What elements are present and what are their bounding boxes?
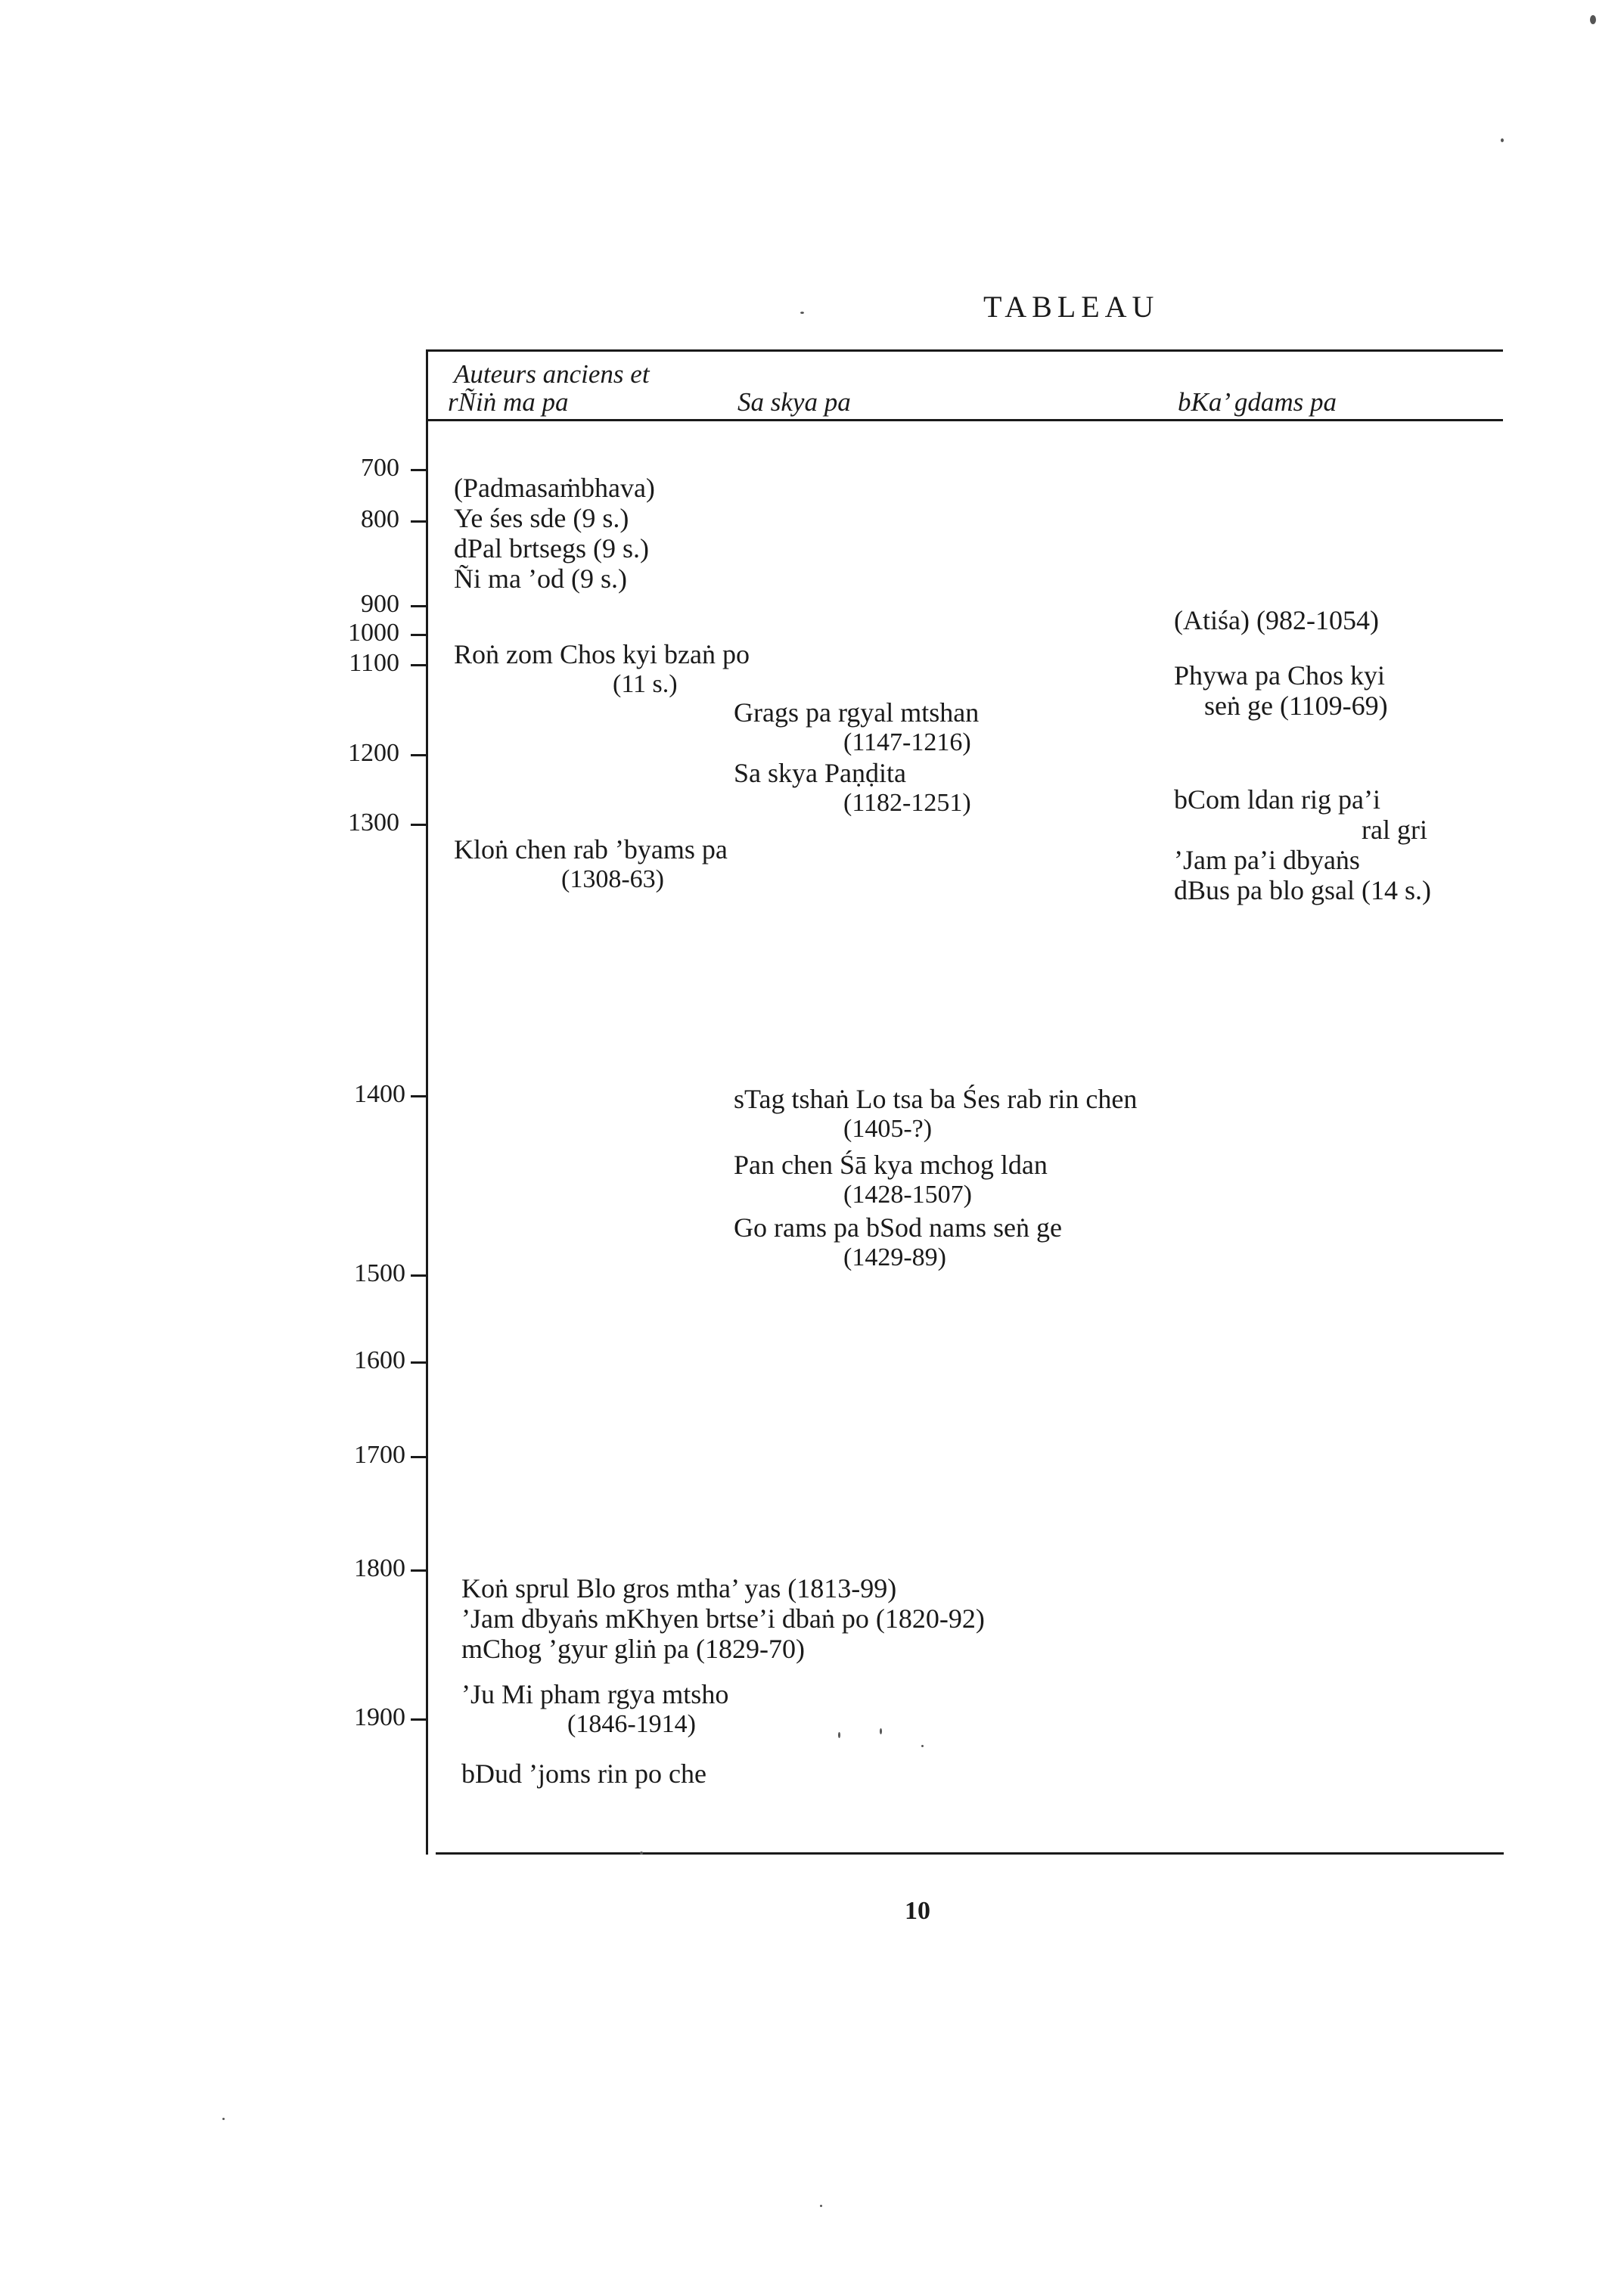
axis-label-1300: 1300 (348, 809, 399, 837)
axis-label-1800: 1800 (354, 1554, 405, 1582)
col1-entry: Roṅ zom Chos kyi bzaṅ po (454, 639, 750, 669)
col3-entry: Phywa pa Chos kyi (1174, 660, 1385, 691)
col1-entry: mChog ’gyur gliṅ pa (1829-70) (461, 1634, 805, 1664)
col2-date: (1147-1216) (843, 728, 971, 756)
axis-label-1500: 1500 (354, 1259, 405, 1287)
axis-label-1000: 1000 (348, 619, 399, 647)
axis-label-900: 900 (361, 590, 399, 618)
table-top-rule (426, 349, 1503, 352)
axis-tick (411, 754, 426, 756)
axis-tick (411, 1274, 426, 1277)
table-left-rule (426, 349, 428, 1855)
col1-date: (1308-63) (561, 865, 664, 893)
header-col1-line2: rÑiṅ ma pa (448, 387, 569, 417)
col1-entry: (Padmasaṁbhava) (454, 473, 655, 503)
header-col1-line1: Auteurs anciens et (454, 359, 650, 389)
axis-tick (411, 469, 426, 471)
col3-entry: seṅ ge (1109-69) (1204, 691, 1388, 721)
col3-entry: ’Jam pa’i dbyaṅs (1174, 845, 1360, 875)
page-title: TABLEAU (983, 290, 1160, 324)
col2-date: (1429-89) (843, 1243, 946, 1271)
scan-speck (1590, 15, 1596, 24)
col1-entry: Ye śes sde (9 s.) (454, 503, 629, 533)
axis-tick (411, 664, 426, 666)
axis-tick (411, 1456, 426, 1458)
col2-entry: Sa skya Paṇḍita (734, 758, 906, 788)
col3-entry: bCom ldan rig pa’i (1174, 784, 1380, 815)
axis-tick (411, 520, 426, 523)
axis-tick (411, 1718, 426, 1721)
scan-speck (880, 1728, 882, 1734)
scan-speck (640, 1852, 643, 1855)
col1-entry: ’Jam dbyaṅs mKhyen brtse’i dbaṅ po (1820-92) (461, 1603, 985, 1634)
page-number: 10 (905, 1897, 930, 1925)
col2-entry: Go rams pa bSod nams seṅ ge (734, 1212, 1062, 1243)
axis-label-800: 800 (361, 505, 399, 533)
axis-label-1200: 1200 (348, 739, 399, 767)
scan-speck (1501, 138, 1504, 142)
col1-date: (1846-1914) (567, 1710, 696, 1738)
col2-entry: Pan chen Śā kya mchog ldan (734, 1150, 1048, 1180)
axis-tick (411, 1361, 426, 1364)
header-col3: bKa’ gdams pa (1178, 387, 1337, 417)
scan-speck (921, 1745, 924, 1747)
axis-label-1400: 1400 (354, 1080, 405, 1108)
table-bottom-rule (436, 1852, 1504, 1855)
scan-speck (838, 1732, 840, 1738)
scan-speck (222, 2118, 225, 2120)
col1-entry: bDud ’joms rin po che (461, 1759, 706, 1789)
col1-date: (11 s.) (613, 670, 678, 698)
col2-date: (1428-1507) (843, 1181, 972, 1209)
axis-tick (411, 824, 426, 826)
axis-tick (411, 634, 426, 636)
col2-entry: Grags pa rgyal mtshan (734, 697, 980, 728)
col1-entry: dPal brtsegs (9 s.) (454, 533, 649, 563)
axis-label-1700: 1700 (354, 1441, 405, 1469)
axis-label-700: 700 (361, 454, 399, 482)
col1-entry: Koṅ sprul Blo gros mtha’ yas (1813-99) (461, 1573, 897, 1603)
axis-tick (411, 1569, 426, 1572)
col3-entry: dBus pa blo gsal (14 s.) (1174, 875, 1431, 905)
col1-entry: Kloṅ chen rab ’byams pa (454, 834, 728, 865)
header-bottom-rule (426, 419, 1503, 421)
col1-entry: Ñi ma ’od (9 s.) (454, 563, 627, 594)
axis-label-1900: 1900 (354, 1703, 405, 1731)
col2-date: (1405-?) (843, 1115, 933, 1143)
col2-entry: sTag tshaṅ Lo tsa ba Śes rab rin chen (734, 1084, 1138, 1114)
col2-date: (1182-1251) (843, 789, 971, 817)
scan-speck (800, 312, 804, 314)
axis-tick (411, 605, 426, 607)
scan-speck (820, 2205, 822, 2207)
axis-label-1600: 1600 (354, 1346, 405, 1374)
col3-entry: (Atiśa) (982-1054) (1174, 605, 1379, 635)
col3-entry: ral gri (1362, 815, 1427, 845)
axis-label-1100: 1100 (349, 649, 399, 677)
col1-entry: ’Ju Mi pham rgya mtsho (461, 1679, 729, 1709)
header-col2: Sa skya pa (737, 387, 851, 417)
axis-tick (411, 1095, 426, 1097)
